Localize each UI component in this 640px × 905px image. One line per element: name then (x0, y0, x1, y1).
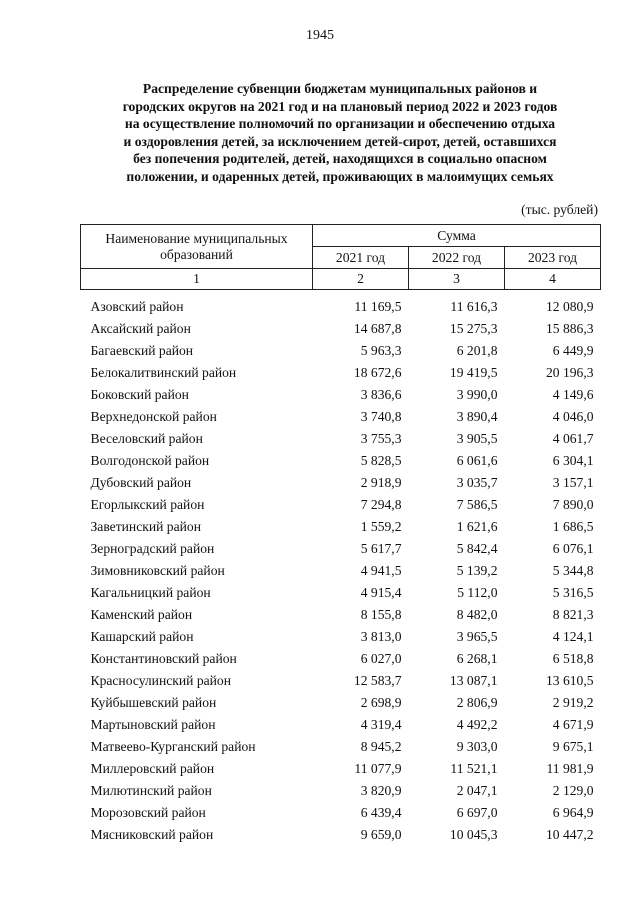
municipality-name: Мартыновский район (90, 717, 216, 732)
amount-cell: 13 087,1 (449, 673, 498, 688)
amount-cell: 3 157,1 (552, 475, 594, 490)
amount-cell: 4 046,0 (552, 409, 594, 424)
table-body (81, 290, 601, 847)
header-year-2022: 2022 год (409, 247, 505, 269)
amount-cell: 6 201,8 (456, 343, 498, 358)
amount-cell: 11 169,5 (354, 299, 402, 314)
municipality-name: Миллеровский район (90, 761, 215, 776)
amount-cell: 4 319,4 (360, 717, 402, 732)
table-row (81, 758, 601, 780)
table-row (81, 736, 601, 758)
table-row (81, 428, 601, 450)
table-row (81, 802, 601, 824)
amount-cell: 4 915,4 (360, 585, 402, 600)
municipality-name: Веселовский район (90, 431, 203, 446)
amount-cell: 3 836,6 (360, 387, 402, 402)
header-municipality (81, 225, 313, 269)
amount-cell: 11 521,1 (450, 761, 498, 776)
amount-cell: 3 035,7 (456, 475, 498, 490)
municipality-name: Кагальницкий район (90, 585, 211, 600)
column-number: 2 (313, 269, 409, 290)
amount-cell: 6 697,0 (456, 805, 498, 820)
amount-cell: 1 686,5 (552, 519, 594, 534)
table-row (81, 582, 601, 604)
amount-cell: 11 981,9 (546, 761, 594, 776)
amount-cell: 5 963,3 (360, 343, 402, 358)
title-line: без попечения родителей, детей, находящихся в социально опасном (133, 151, 547, 167)
header-year-2023: 2023 год (505, 247, 601, 269)
amount-cell: 6 027,0 (360, 651, 402, 666)
municipality-name: Волгодонской район (90, 453, 210, 468)
amount-cell: 6 964,9 (552, 805, 594, 820)
municipality-name: Красносулинский район (90, 673, 231, 688)
table-row (81, 290, 601, 319)
table-row (81, 626, 601, 648)
municipality-name: Аксайский район (90, 321, 191, 336)
amount-cell: 5 828,5 (360, 453, 402, 468)
table-row (81, 670, 601, 692)
table-row (81, 692, 601, 714)
amount-cell: 4 124,1 (552, 629, 594, 644)
amount-cell: 5 139,2 (456, 563, 498, 578)
title-line: на осуществление полномочий по организации и обеспечению отдыха (124, 116, 556, 132)
table-row (81, 406, 601, 428)
municipality-name: Азовский район (90, 299, 184, 314)
title-line: городских округов на 2021 год и на плановый период 2022 и 2023 годов (122, 98, 558, 114)
amount-cell: 19 419,5 (449, 365, 498, 380)
municipality-name: Егорлыкский район (90, 497, 205, 512)
municipality-name: Матвеево-Курганский район (90, 739, 256, 754)
amount-cell: 2 047,1 (456, 783, 498, 798)
amount-cell: 9 659,0 (360, 827, 402, 842)
amount-cell: 5 617,7 (360, 541, 402, 556)
amount-cell: 8 945,2 (360, 739, 402, 754)
municipality-name: Дубовский район (90, 475, 192, 490)
table-row (81, 318, 601, 340)
column-number: 4 (505, 269, 601, 290)
table-row (81, 560, 601, 582)
amount-cell: 3 990,0 (456, 387, 498, 402)
municipality-name: Константиновский район (90, 651, 237, 666)
amount-cell: 5 344,8 (552, 563, 594, 578)
title-line: Распределение субвенции бюджетам муниципальных районов и (142, 81, 538, 96)
municipality-name: Багаевский район (90, 343, 194, 358)
amount-cell: 15 886,3 (545, 321, 594, 336)
amount-cell: 6 439,4 (360, 805, 402, 820)
document-title (80, 80, 600, 186)
amount-cell: 1 559,2 (360, 519, 402, 534)
amount-cell: 13 610,5 (545, 673, 594, 688)
amount-cell: 3 813,0 (360, 629, 402, 644)
column-number: 1 (81, 269, 313, 290)
amount-cell: 3 740,8 (360, 409, 402, 424)
municipality-name: Кашарский район (90, 629, 194, 644)
amount-cell: 3 820,9 (360, 783, 402, 798)
header-municipality-line: образований (160, 246, 233, 262)
amount-cell: 7 890,0 (552, 497, 594, 512)
municipality-name: Белокалитвинский район (90, 365, 237, 380)
table-row (81, 538, 601, 560)
amount-cell: 4 492,2 (456, 717, 498, 732)
amount-cell: 10 045,3 (449, 827, 498, 842)
municipality-name: Заветинский район (90, 519, 201, 534)
units-label: (тыс. рублей) (521, 202, 598, 217)
amount-cell: 2 698,9 (360, 695, 402, 710)
header-year-2021: 2021 год (313, 247, 409, 269)
amount-cell: 6 449,9 (552, 343, 594, 358)
amount-cell: 3 965,5 (456, 629, 498, 644)
table-row (81, 516, 601, 538)
municipality-name: Зерноградский район (90, 541, 215, 556)
amount-cell: 10 447,2 (545, 827, 594, 842)
amount-cell: 2 918,9 (360, 475, 402, 490)
table-row (81, 494, 601, 516)
header-municipality-line: Наименование муниципальных (105, 230, 288, 246)
table-row (81, 604, 601, 626)
amount-cell: 11 077,9 (354, 761, 402, 776)
table-row (81, 472, 601, 494)
amount-cell: 18 672,6 (353, 365, 402, 380)
header-sum: Сумма (313, 225, 601, 247)
table-row (81, 648, 601, 670)
amount-cell: 2 919,2 (552, 695, 594, 710)
amount-cell: 12 583,7 (353, 673, 402, 688)
amount-cell: 14 687,8 (353, 321, 402, 336)
amount-cell: 7 586,5 (456, 497, 498, 512)
amount-cell: 6 268,1 (456, 651, 498, 666)
municipality-name: Куйбышевский район (90, 695, 217, 710)
amount-cell: 11 616,3 (450, 299, 498, 314)
municipality-name: Каменский район (90, 607, 193, 622)
amount-cell: 1 621,6 (456, 519, 498, 534)
column-number: 3 (409, 269, 505, 290)
amount-cell: 8 821,3 (552, 607, 594, 622)
amount-cell: 8 155,8 (360, 607, 402, 622)
municipality-name: Зимовниковский район (90, 563, 225, 578)
amount-cell: 5 842,4 (456, 541, 498, 556)
amount-cell: 5 316,5 (552, 585, 594, 600)
amount-cell: 5 112,0 (457, 585, 498, 600)
table-row (81, 384, 601, 406)
table-row (81, 362, 601, 384)
title-line: и оздоровления детей, за исключением детей-сирот, детей, оставшихся (123, 133, 557, 149)
municipality-name: Верхнедонской район (90, 409, 217, 424)
amount-cell: 6 076,1 (552, 541, 594, 556)
table-row (81, 780, 601, 802)
page-number: 1945 (306, 28, 334, 43)
table-row (81, 714, 601, 736)
amount-cell: 7 294,8 (360, 497, 402, 512)
subvention-table (80, 224, 601, 846)
amount-cell: 2 129,0 (552, 783, 594, 798)
amount-cell: 6 518,8 (552, 651, 594, 666)
title-line: положении, и одаренных детей, проживающих в малоимущих семьях (126, 168, 554, 184)
amount-cell: 3 905,5 (456, 431, 498, 446)
municipality-name: Милютинский район (90, 783, 212, 798)
table-row (81, 450, 601, 472)
amount-cell: 2 806,9 (456, 695, 498, 710)
amount-cell: 6 061,6 (456, 453, 498, 468)
amount-cell: 9 303,0 (456, 739, 498, 754)
municipality-name: Морозовский район (90, 805, 206, 820)
amount-cell: 6 304,1 (552, 453, 594, 468)
municipality-name: Боковский район (90, 387, 189, 402)
table-row (81, 340, 601, 362)
amount-cell: 4 149,6 (552, 387, 594, 402)
amount-cell: 3 755,3 (360, 431, 402, 446)
amount-cell: 8 482,0 (456, 607, 498, 622)
amount-cell: 3 890,4 (456, 409, 498, 424)
amount-cell: 15 275,3 (449, 321, 498, 336)
amount-cell: 4 671,9 (552, 717, 594, 732)
municipality-name: Мясниковский район (90, 827, 214, 842)
table-row (81, 824, 601, 846)
amount-cell: 4 061,7 (552, 431, 594, 446)
amount-cell: 20 196,3 (545, 365, 594, 380)
amount-cell: 4 941,5 (360, 563, 402, 578)
amount-cell: 12 080,9 (545, 299, 594, 314)
amount-cell: 9 675,1 (552, 739, 594, 754)
